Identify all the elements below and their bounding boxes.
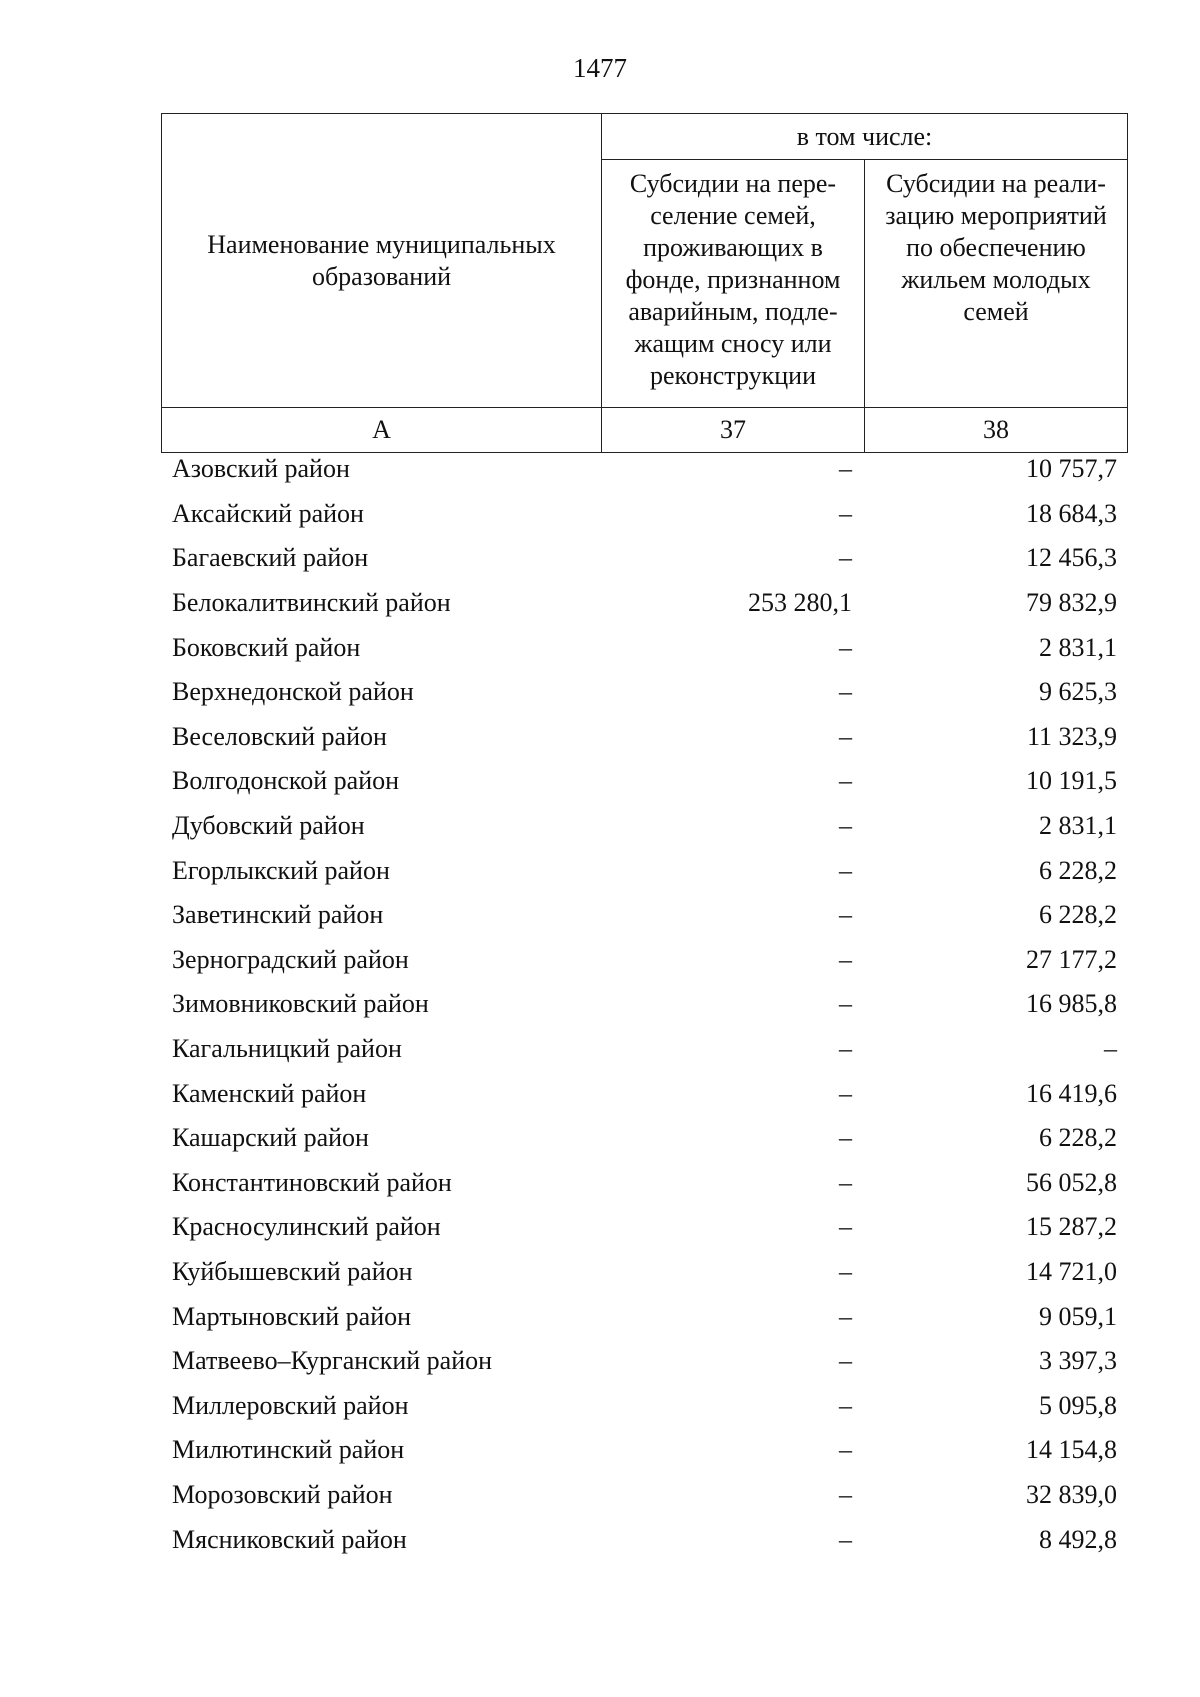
- resettlement-subsidy-value: –: [839, 1256, 852, 1286]
- resettlement-subsidy-value: –: [839, 632, 852, 662]
- municipality-name: Аксайский район: [172, 498, 364, 528]
- resettlement-subsidy-value: –: [839, 677, 852, 707]
- resettlement-subsidy-value: –: [839, 1212, 852, 1242]
- municipality-name: Зерноградский район: [172, 944, 409, 974]
- young-families-subsidy-value: 6 228,2: [1039, 900, 1117, 930]
- table-row: [161, 581, 1127, 626]
- young-families-subsidy-value: 27 177,2: [1026, 944, 1117, 974]
- young-families-subsidy-value: 16 419,6: [1026, 1078, 1117, 1108]
- resettlement-subsidy-value: –: [839, 989, 852, 1019]
- table-row: [161, 1517, 1127, 1562]
- table-row: [161, 625, 1127, 670]
- municipality-name: Азовский район: [172, 454, 350, 484]
- resettlement-subsidy-value: –: [839, 1524, 852, 1554]
- column-header-38: Субсидии на реали-зацию мероприятий по обеспечению жильем молодых семей: [865, 160, 1128, 408]
- young-families-subsidy-value: 79 832,9: [1026, 588, 1117, 618]
- table-row: [161, 1161, 1127, 1206]
- young-families-subsidy-value: 18 684,3: [1026, 498, 1117, 528]
- municipality-name: Кагальницкий район: [172, 1034, 402, 1064]
- index-cell-name: А: [162, 408, 602, 453]
- municipality-name: Боковский район: [172, 632, 361, 662]
- young-families-subsidy-value: 6 228,2: [1039, 1123, 1117, 1153]
- table-row: [161, 670, 1127, 715]
- resettlement-subsidy-value: –: [839, 498, 852, 528]
- municipality-name: Константиновский район: [172, 1167, 452, 1197]
- municipality-name: Волгодонской район: [172, 766, 400, 796]
- young-families-subsidy-value: 56 052,8: [1026, 1167, 1117, 1197]
- municipality-name: Дубовский район: [172, 811, 365, 841]
- resettlement-subsidy-value: –: [839, 1479, 852, 1509]
- resettlement-subsidy-value: –: [839, 454, 852, 484]
- table-row: [161, 1250, 1127, 1295]
- municipality-name: Багаевский район: [172, 543, 369, 573]
- column-header-37: Субсидии на пере-селение семей, проживающих в фонде, признанном аварийным, подле-жащим сносу или реконструкции: [602, 160, 865, 408]
- young-families-subsidy-value: 10 757,7: [1026, 454, 1117, 484]
- resettlement-subsidy-value: –: [839, 855, 852, 885]
- resettlement-subsidy-value: –: [839, 811, 852, 841]
- municipality-name: Миллеровский район: [172, 1390, 409, 1420]
- table-row: [161, 1473, 1127, 1518]
- young-families-subsidy-value: –: [1104, 1034, 1117, 1064]
- resettlement-subsidy-value: –: [839, 1390, 852, 1420]
- municipality-name: Верхнедонской район: [172, 677, 414, 707]
- young-families-subsidy-value: 9 059,1: [1039, 1301, 1117, 1331]
- table-row: [161, 1116, 1127, 1161]
- municipality-name: Каменский район: [172, 1078, 367, 1108]
- young-families-subsidy-value: 9 625,3: [1039, 677, 1117, 707]
- column-group-header: в том числе:: [602, 114, 1128, 160]
- resettlement-subsidy-value: –: [839, 1034, 852, 1064]
- municipality-name: Куйбышевский район: [172, 1256, 413, 1286]
- municipality-name: Красносулинский район: [172, 1212, 441, 1242]
- municipality-name: Белокалитвинский район: [172, 588, 451, 618]
- municipality-name: Заветинский район: [172, 900, 384, 930]
- resettlement-subsidy-value: –: [839, 1078, 852, 1108]
- resettlement-subsidy-value: –: [839, 543, 852, 573]
- table-row: [161, 1027, 1127, 1072]
- resettlement-subsidy-value: –: [839, 1123, 852, 1153]
- young-families-subsidy-value: 2 831,1: [1039, 632, 1117, 662]
- column-header-name: Наименование муниципальных образований: [162, 114, 602, 408]
- table-row: [161, 848, 1127, 893]
- table-row: [161, 492, 1127, 537]
- resettlement-subsidy-value: –: [839, 766, 852, 796]
- table-header: [161, 113, 1128, 453]
- resettlement-subsidy-value: –: [839, 1346, 852, 1376]
- table-row: [161, 759, 1127, 804]
- table-body: [161, 447, 1127, 1562]
- table-row: [161, 982, 1127, 1027]
- young-families-subsidy-value: 11 323,9: [1026, 721, 1117, 751]
- young-families-subsidy-value: 32 839,0: [1026, 1479, 1117, 1509]
- municipality-name: Веселовский район: [172, 721, 387, 751]
- resettlement-subsidy-value: –: [839, 721, 852, 751]
- table-row: [161, 1205, 1127, 1250]
- young-families-subsidy-value: 5 095,8: [1039, 1390, 1117, 1420]
- municipality-name: Матвеево–Курганский район: [172, 1346, 493, 1376]
- young-families-subsidy-value: 8 492,8: [1039, 1524, 1117, 1554]
- young-families-subsidy-value: 14 721,0: [1026, 1256, 1117, 1286]
- table-row: [161, 447, 1127, 492]
- table-row: [161, 1428, 1127, 1473]
- table-row: [161, 893, 1127, 938]
- municipality-name: Егорлыкский район: [172, 855, 390, 885]
- municipality-name: Мясниковский район: [172, 1524, 407, 1554]
- young-families-subsidy-value: 3 397,3: [1039, 1346, 1117, 1376]
- resettlement-subsidy-value: –: [839, 1435, 852, 1465]
- index-cell-37: 37: [602, 408, 865, 453]
- resettlement-subsidy-value: –: [839, 900, 852, 930]
- table-row: [161, 1339, 1127, 1384]
- table-row: [161, 536, 1127, 581]
- municipality-name: Зимовниковский район: [172, 989, 429, 1019]
- municipality-name: Мартыновский район: [172, 1301, 412, 1331]
- young-families-subsidy-value: 12 456,3: [1026, 543, 1117, 573]
- municipality-name: Кашарский район: [172, 1123, 369, 1153]
- table-row: [161, 938, 1127, 983]
- resettlement-subsidy-value: –: [839, 1167, 852, 1197]
- young-families-subsidy-value: 16 985,8: [1026, 989, 1117, 1019]
- index-cell-38: 38: [865, 408, 1128, 453]
- page-number: 1477: [573, 53, 627, 83]
- young-families-subsidy-value: 14 154,8: [1026, 1435, 1117, 1465]
- resettlement-subsidy-value: –: [839, 944, 852, 974]
- table-row: [161, 1383, 1127, 1428]
- table-row: [161, 804, 1127, 849]
- municipality-name: Милютинский район: [172, 1435, 405, 1465]
- table-row: [161, 1294, 1127, 1339]
- young-families-subsidy-value: 2 831,1: [1039, 811, 1117, 841]
- young-families-subsidy-value: 6 228,2: [1039, 855, 1117, 885]
- municipality-name: Морозовский район: [172, 1479, 393, 1509]
- resettlement-subsidy-value: 253 280,1: [748, 588, 852, 618]
- resettlement-subsidy-value: –: [839, 1301, 852, 1331]
- young-families-subsidy-value: 10 191,5: [1026, 766, 1117, 796]
- young-families-subsidy-value: 15 287,2: [1026, 1212, 1117, 1242]
- table-row: [161, 715, 1127, 760]
- table-row: [161, 1071, 1127, 1116]
